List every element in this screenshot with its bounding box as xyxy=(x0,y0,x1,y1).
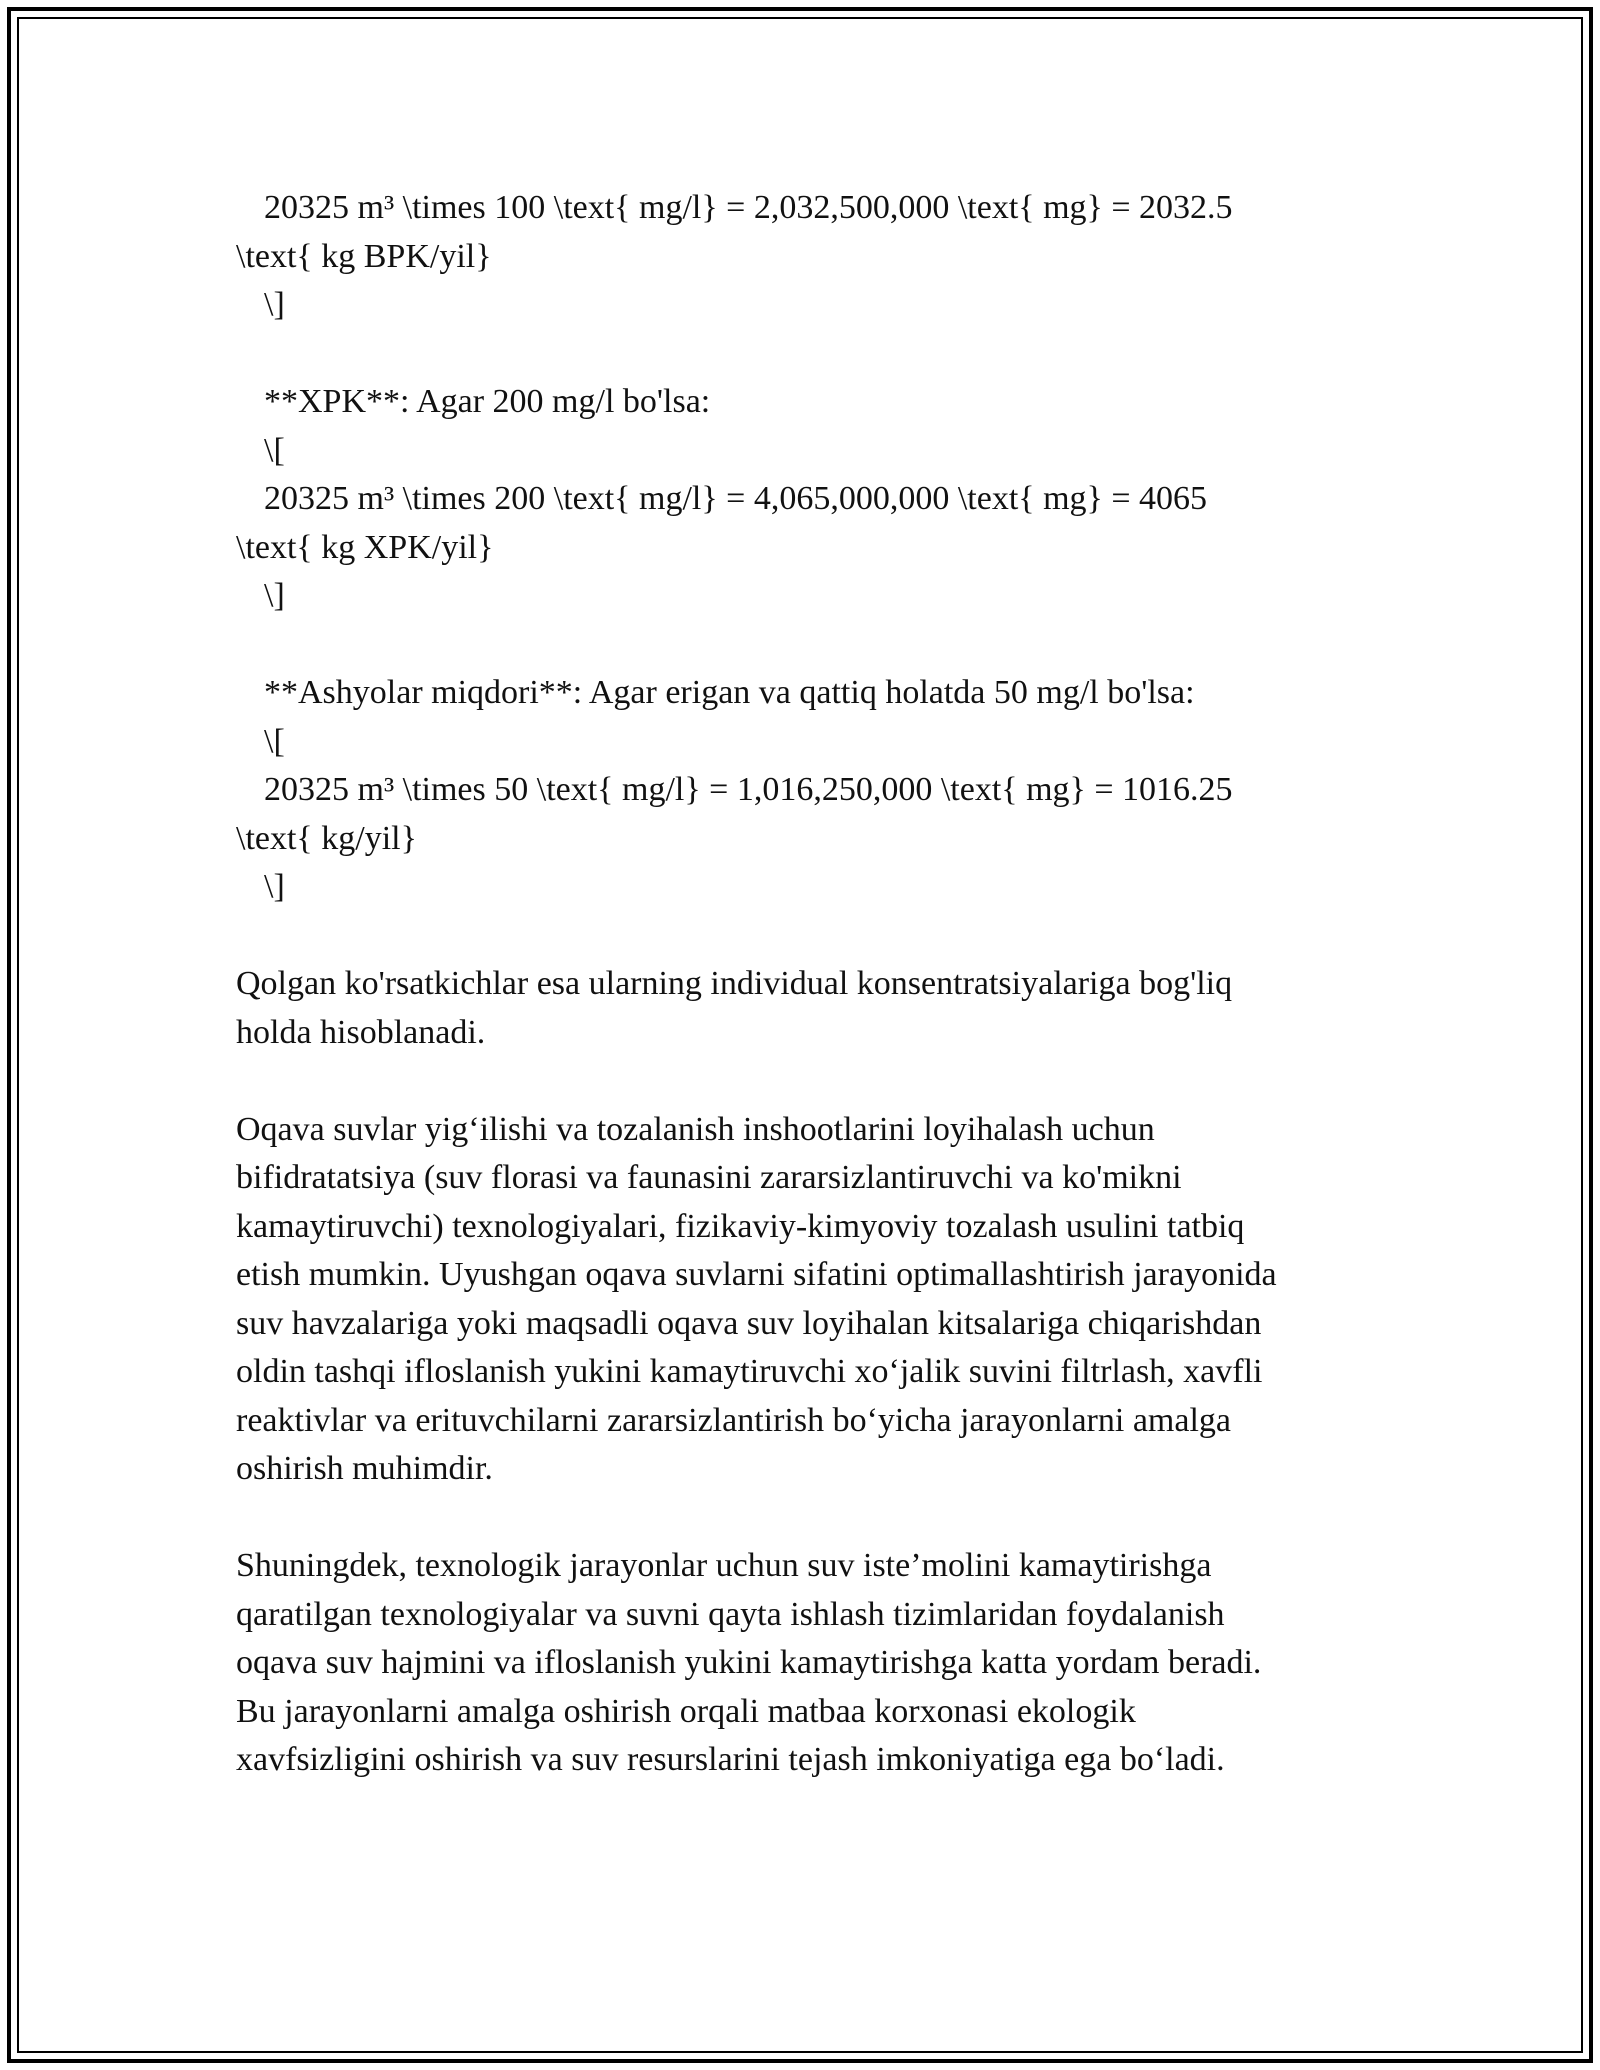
paragraph-line: xavfsizligini oshirish va suv resurslarini tejash imkoniyatiga ega bo‘ladi. xyxy=(236,1741,1225,1778)
formula-line: \text{ kg XPK/yil} xyxy=(236,528,494,566)
paragraph-line: bifidratatsiya (suv florasi va faunasini zararsizlantiruvchi va ko'mikni xyxy=(236,1159,1182,1196)
formula-line: 20325 m³ \times 50 \text{ mg/l} = 1,016,250,000 \text{ mg} = 1016.25 xyxy=(264,771,1233,808)
paragraph-qolgan xyxy=(236,960,1366,1057)
formula-close: \] xyxy=(264,577,285,614)
formula-heading: **Ashyolar miqdori**: Agar erigan va qattiq holatda 50 mg/l bo'lsa: xyxy=(264,674,1195,711)
paragraph-line: Bu jarayonlarni amalga oshirish orqali matbaa korxonasi ekologik xyxy=(236,1692,1136,1730)
formula-close: \] xyxy=(264,868,285,905)
formula-open: \[ xyxy=(264,431,285,469)
paragraph-line: suv havzalariga yoki maqsadli oqava suv loyihalan kitsalariga chiqarishdan xyxy=(236,1304,1262,1342)
formula-bpk xyxy=(236,184,1366,330)
paragraph-line: reaktivlar va erituvchilarni zararsizlantirish bo‘yicha jarayonlarni amalga xyxy=(236,1401,1231,1439)
paragraph-line: Qolgan ko'rsatkichlar esa ularning individual konsentratsiyalariga bog'liq xyxy=(236,965,1233,1002)
paragraph-line: oqava suv hajmini va ifloslanish yukini kamaytirishga katta yordam beradi. xyxy=(236,1644,1262,1681)
formula-xpk xyxy=(236,378,1366,621)
paragraph-line: Oqava suvlar yig‘ilishi va tozalanish inshootlarini loyihalash uchun xyxy=(236,1110,1155,1148)
formula-ashyolar xyxy=(236,669,1366,912)
formula-heading: **XPK**: Agar 200 mg/l bo'lsa: xyxy=(264,383,711,420)
document-body xyxy=(236,184,1366,1785)
formula-line: \text{ kg/yil} xyxy=(236,819,417,857)
paragraph-line: oldin tashqi ifloslanish yukini kamaytiruvchi xo‘jalik suvini filtrlash, xavfli xyxy=(236,1353,1263,1390)
formula-line: 20325 m³ \times 100 \text{ mg/l} = 2,032,500,000 \text{ mg} = 2032.5 xyxy=(264,189,1233,226)
formula-open: \[ xyxy=(264,722,285,760)
formula-line: 20325 m³ \times 200 \text{ mg/l} = 4,065,000,000 \text{ mg} = 4065 xyxy=(264,480,1208,517)
paragraph-line: holda hisoblanadi. xyxy=(236,1013,486,1051)
paragraph-line: kamaytiruvchi) texnologiyalari, fizikaviy-kimyoviy tozalash usulini tatbiq xyxy=(236,1207,1245,1245)
paragraph-shuningdek xyxy=(236,1542,1366,1785)
paragraph-line: Shuningdek, texnologik jarayonlar uchun suv iste’molini kamaytirishga xyxy=(236,1547,1212,1584)
paragraph-line: oshirish muhimdir. xyxy=(236,1450,493,1487)
formula-close: \] xyxy=(264,286,285,323)
paragraph-line: etish mumkin. Uyushgan oqava suvlarni sifatini optimallashtirish jarayonida xyxy=(236,1256,1277,1293)
formula-line: \text{ kg BPK/yil} xyxy=(236,237,492,275)
paragraph-line: qaratilgan texnologiyalar va suvni qayta ishlash tizimlaridan foydalanish xyxy=(236,1595,1225,1633)
paragraph-oqava xyxy=(236,1106,1366,1494)
